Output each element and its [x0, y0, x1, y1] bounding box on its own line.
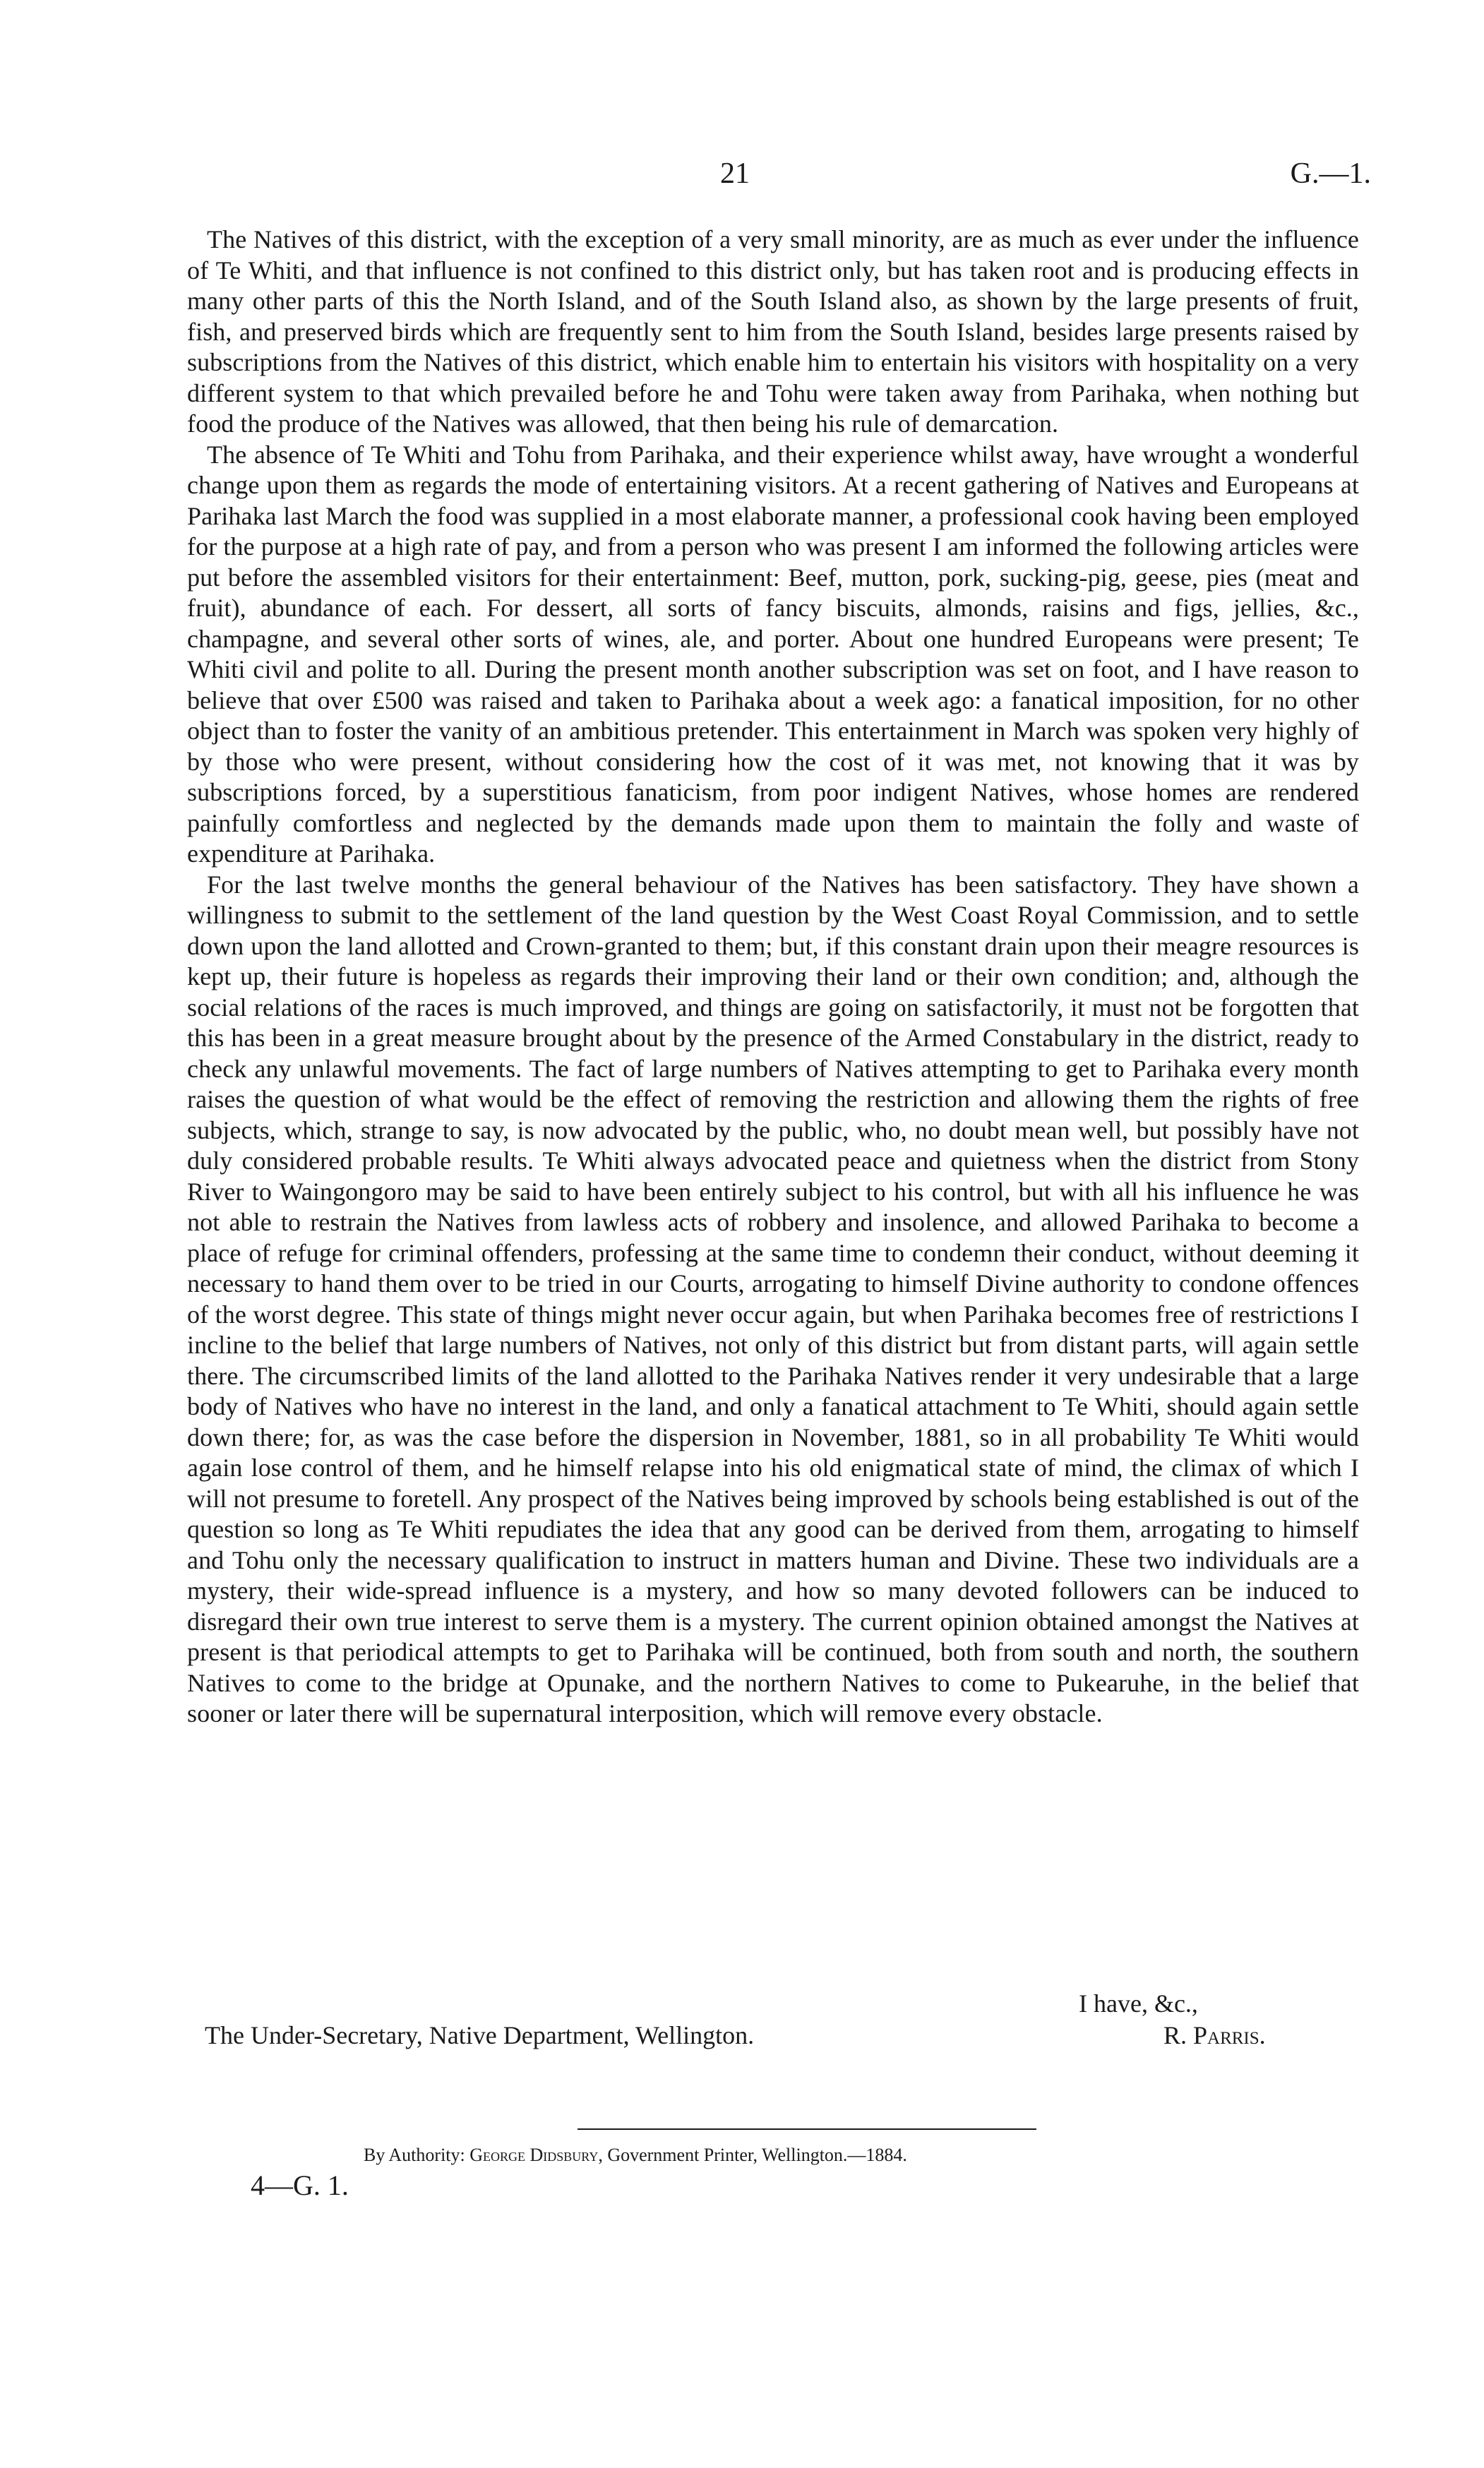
signature-name: R. Parris. [1163, 2021, 1266, 2049]
imprint-suffix: , Government Printer, Wellington.—1884. [598, 2145, 907, 2165]
paragraph-3: For the last twelve months the general behaviour of the Natives has been satisfactory. They have shown a willingness to submit to the settlement of the land question by the West Coast Royal Commission, and to settle down upon the land allotted and Crown-granted to them; but, if this constant drain upon their meagre resources is kept up, their future is hopeless as regards their improving their land or their own condition; and, although the social relations of the races is much improved, and things are going on satisfactorily, it must not be forgotten that this has been in a great measure brought about by the presence of the Armed Constabulary in the district, ready to check any unlawful movements. The fact of large numbers of Natives attempting to get to Parihaka every month raises the question of what would be the effect of removing the restriction and allowing them the rights of free subjects, which, strange to say, is now advocated by the public, who, no doubt mean well, but possibly have not duly considered probable results. Te Whiti always advocated peace and quietness when the district from Stony River to Waingongoro may be said to have been entirely subject to his control, but with all his influence he was not able to restrain the Natives from lawless acts of robbery and insolence, and allowed Parihaka to become a place of refuge for criminal offenders, professing at the same time to condemn their conduct, without deeming it necessary to hand them over to be tried in our Courts, arrogating to himself Divine authority to condone offences of the worst degree. This state of things might never occur again, but when Parihaka becomes free of restrictions I incline to the belief that large numbers of Natives, not only of this district but from distant parts, will again settle there. The circumscribed limits of the land allotted to the Parihaka Natives render it very undesirable that a large body of Natives who have no interest in the land, and only a fanatical attachment to Te Whiti, should again settle down there; for, as was the case before the dispersion in November, 1881, so in all probability Te Whiti would again lose control of them, and he himself relapse into his old enigmatical state of mind, the climax of which I will not presume to foretell. Any prospect of the Natives being improved by schools being established is out of the question so long as Te Whiti repudiates the idea that any good can be derived from them, arrogating to himself and Tohu only the necessary qualification to instruct in matters human and Divine. These two individuals are a mystery, their wide-spread influence is a mystery, and how so many devoted followers can be induced to disregard their own true interest to serve them is a mystery. The current opinion obtained amongst the Natives at present is that periodical attempts to get to Parihaka will be continued, both from south and north, the southern Natives to come to the bridge at Opunake, and the northern Natives to come to Pukearuhe, in the belief that sooner or later there will be supernatural interposition, which will remove every obstacle. [187, 870, 1359, 1727]
printer-imprint [364, 2145, 907, 2166]
paragraph-1: The Natives of this district, with the exception of a very small minority, are as much as ever under the influence of Te Whiti, and that influence is not confined to this district only, but has taken root and is producing effects in many other parts of this the North Island, and of the South Island also, as shown by the large presents of fruit, fish, and preserved birds which are frequently sent to him from the South Island, besides large presents raised by subscriptions from the Natives of this district, which enable him to entertain his visitors with hospitality on a very different system to that which prevailed before he and Tohu were taken away from Parihaka, when nothing but food the produce of the Natives was allowed, that then being his rule of demarcation. [187, 225, 1359, 438]
letter-body [187, 224, 1359, 1730]
signoff: I have, &c., [1079, 1989, 1198, 2018]
sheet-reference: 4—G. 1. [251, 2169, 349, 2201]
page-number: 21 [720, 157, 750, 190]
document-reference: G.—1. [1290, 157, 1371, 190]
addressee: The Under-Secretary, Native Department, Wellington. [205, 2021, 755, 2049]
imprint-printer-name: George Didsbury [469, 2145, 599, 2165]
imprint-prefix: By Authority: [364, 2145, 465, 2165]
footer-rule [578, 2128, 1036, 2130]
paragraph-2: The absence of Te Whiti and Tohu from Parihaka, and their experience whilst away, have wrought a wonderful change upon them as regards the mode of entertaining visitors. At a recent gathering of Natives and Europeans at Parihaka last March the food was supplied in a most elaborate manner, a professional cook having been employed for the purpose at a high rate of pay, and from a person who was present I am informed the following articles were put before the assembled visitors for their entertainment: Beef, mutton, pork, sucking-pig, geese, pies (meat and fruit), abundance of each. For dessert, all sorts of fancy biscuits, almonds, raisins and figs, jellies, &c., champagne, and several other sorts of wines, ale, and porter. About one hundred Europeans were present; Te Whiti civil and polite to all. During the present month another subscription was set on foot, and I have reason to believe that over £500 was raised and taken to Parihaka about a week ago: a fanatical imposition, for no other object than to foster the vanity of an ambitious pretender. This entertainment in March was spoken very highly of by those who were present, without considering how the cost of it was met, not knowing that it was by subscriptions forced, by a superstitious fanaticism, from poor indigent Natives, whose homes are rendered painfully comfortless and neglected by the demands made upon them to maintain the folly and waste of expenditure at Parihaka. [187, 440, 1359, 868]
signature [1163, 2020, 1266, 2050]
